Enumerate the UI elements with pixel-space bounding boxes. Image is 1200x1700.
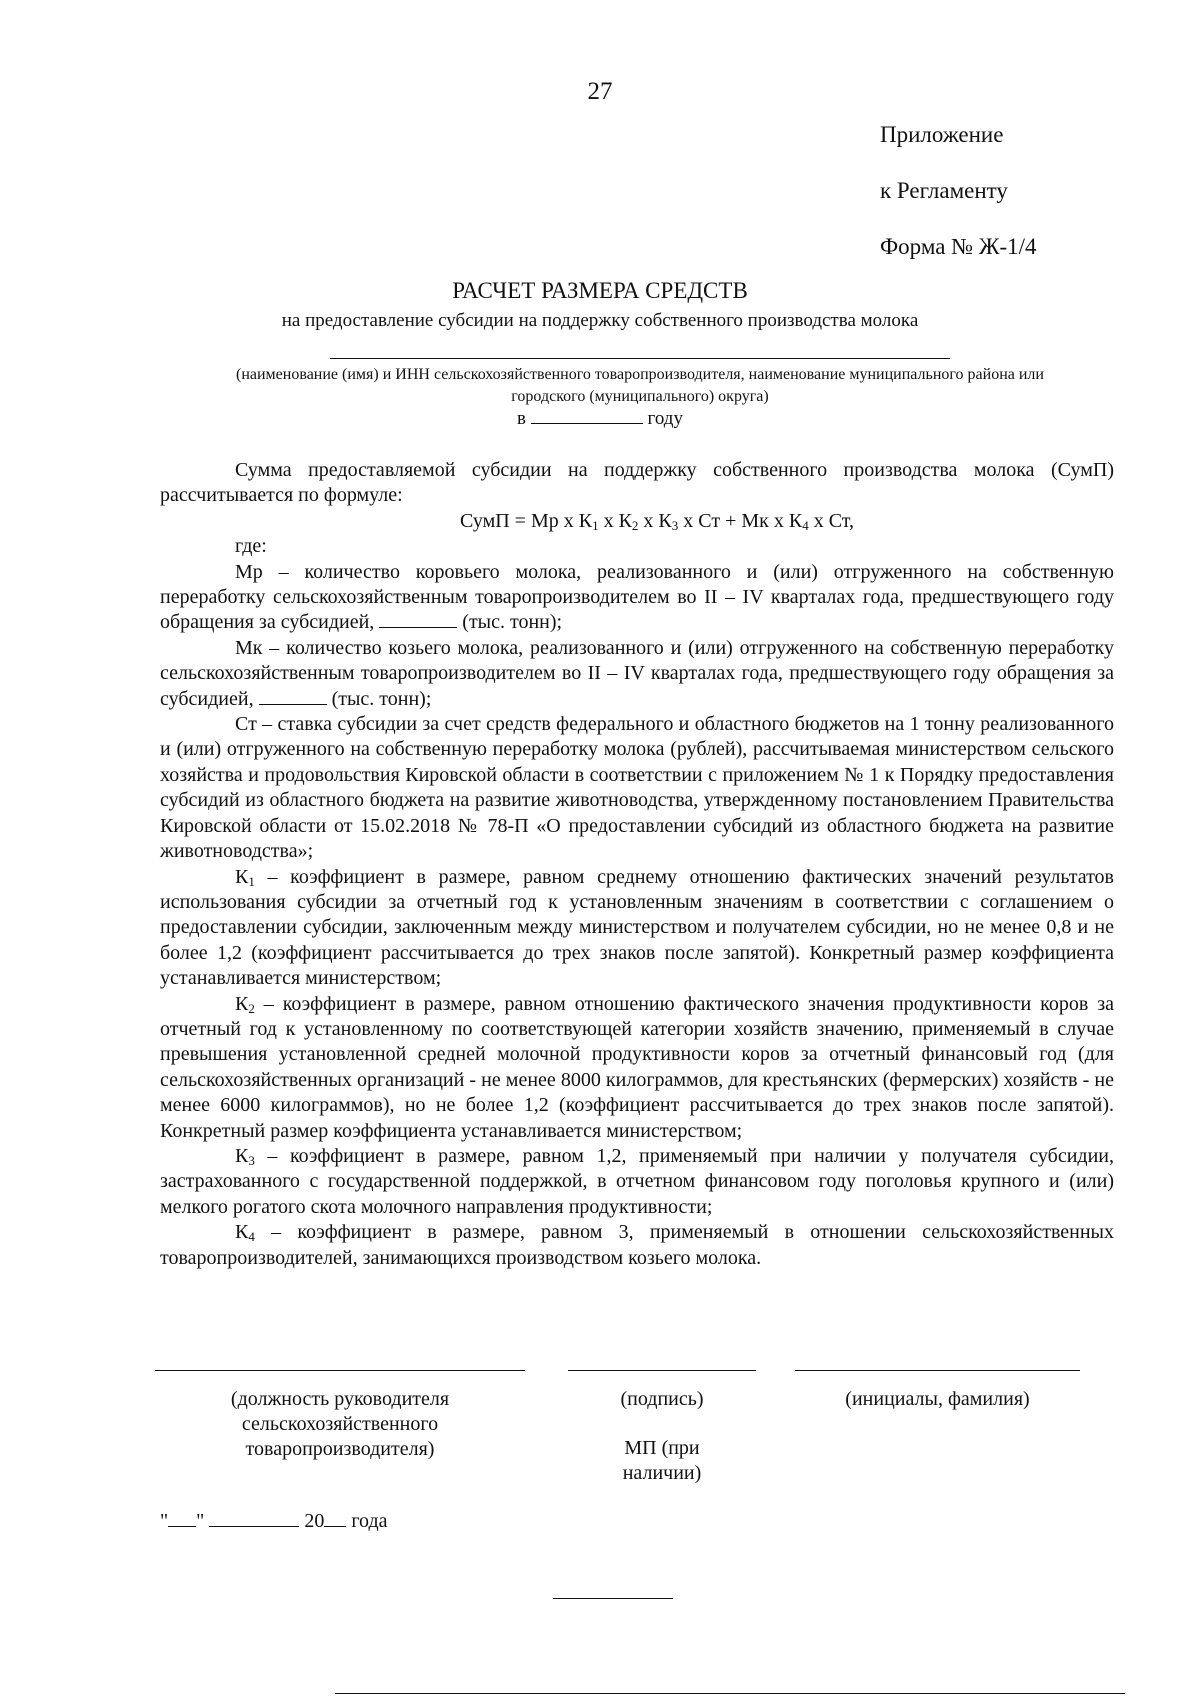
k4-subscript: 4 — [248, 1229, 255, 1245]
intro-paragraph: Сумма предоставляемой субсидии на поддержку собственного производства молока (СумП) рассчитывается по формуле: — [160, 459, 1114, 507]
definition-mk-unit: (тыс. тонн); — [331, 687, 432, 710]
mr-value-blank[interactable] — [379, 613, 457, 628]
definition-k3 — [160, 1144, 1114, 1220]
recipient-caption — [160, 364, 1120, 408]
stamp-caption-line2: наличии) — [622, 1462, 702, 1484]
k3-letter: К — [235, 1144, 249, 1167]
formula-subscript: 2 — [631, 517, 639, 533]
k3-subscript: 3 — [248, 1152, 255, 1168]
document-subtitle: на предоставление субсидии на поддержку собственного производства молока — [281, 310, 919, 331]
document-body — [160, 458, 1114, 1271]
month-blank[interactable] — [209, 1512, 299, 1527]
page-number: 27 — [587, 78, 613, 105]
definition-k2 — [160, 992, 1114, 1144]
position-caption-line2: сельскохозяйственного — [241, 1413, 439, 1435]
position-caption-line1: (должность руководителя — [230, 1388, 450, 1410]
document-title: РАСЧЕТ РАЗМЕРА СРЕДСТВ — [452, 278, 748, 303]
definition-mr — [160, 560, 1114, 636]
form-number: Форма № Ж-1/4 — [880, 234, 1037, 259]
definition-mr-text: Мр – количество коровьего молока, реализованного и (или) отгруженного на собственную переработку сельскохозяйственным товаропроизводителем во II – IV кварталах года, предшествующего году обращения за субсидией, — [160, 560, 1114, 634]
definition-k1 — [160, 865, 1114, 992]
bottom-separator — [553, 1598, 673, 1599]
formula-subscript: 4 — [802, 517, 809, 533]
footer-rule — [335, 1693, 1125, 1694]
recipient-caption-line1: (наименование (имя) и ИНН сельскохозяйственного товаропроизводителя, наименование муниципального района или — [236, 366, 1044, 383]
k4-letter: К — [235, 1221, 249, 1244]
appendix-label: Приложение — [880, 122, 1004, 147]
formula-part: х Ст, — [808, 509, 855, 532]
recipient-name-line[interactable] — [330, 358, 950, 359]
regulation-label: к Регламенту — [880, 178, 1008, 203]
year-line — [0, 408, 1200, 430]
definition-k4-text: – коэффициент в размере, равном 3, применяемый в отношении сельскохозяйственных товаропроизводителей, занимающихся производством козьего молока. — [160, 1221, 1114, 1269]
definition-mr-unit: (тыс. тонн); — [462, 611, 563, 634]
name-caption-text: (инициалы, фамилия) — [845, 1388, 1030, 1410]
formula-part: СумП = Мр х К — [459, 509, 593, 532]
signature-caption-text: (подпись) — [620, 1388, 704, 1410]
k2-subscript: 2 — [248, 1000, 255, 1016]
stamp-caption-line1: МП (при — [624, 1437, 700, 1459]
subsidy-formula — [160, 509, 1114, 534]
definition-mk — [160, 636, 1114, 712]
formula-part: х К — [598, 509, 632, 532]
recipient-caption-line2: городского (муниципального) округа) — [511, 388, 769, 405]
formula-part: х Ст + Мк х К — [678, 509, 803, 532]
definition-mk-text: Мк – количество козьего молока, реализованного и (или) отгруженного на собственную переработку сельскохозяйственным товаропроизводителем во II – IV кварталах года, предшествующего году обращения за субсидией, — [160, 636, 1114, 710]
year-digits-blank[interactable] — [324, 1512, 346, 1527]
definition-k1-text: – коэффициент в размере, равном среднему отношению фактических значений результатов использования субсидии за отчетный год к установленным значениям в соответствии с соглашением о предоставлении субсидии, заключенным между министерством и получателем субсидии, но не менее 0,8 и не более 1,2 (коэффициент рассчитывается до трех знаков после запятой). Конкретный размер коэффициента устанавливается министерством; — [160, 865, 1114, 990]
formula-subscript: 3 — [671, 517, 679, 533]
formula-subscript: 1 — [592, 517, 599, 533]
date-year-prefix: 20 — [304, 1510, 325, 1532]
position-line[interactable] — [155, 1370, 525, 1371]
definition-st: Ст – ставка субсидии за счет средств федерального и областного бюджетов на 1 тонну реализованного и (или) отгруженного на собственную переработку молока (рублей), рассчитываемая министерством сельского хозяйства и продовольствия Кировской области в соответствии с приложением № 1 к Порядку предоставления субсидий из областного бюджета на развитие животноводства, утвержденному постановлением Правительства Кировской области от 15.02.2018 № 78-П «О предоставлении субсидий из областного бюджета на развитие животноводства»; — [160, 713, 1114, 863]
where-label: где: — [235, 535, 267, 558]
k1-letter: К — [235, 865, 249, 888]
k2-letter: К — [235, 992, 249, 1015]
mk-value-blank[interactable] — [259, 690, 327, 705]
year-blank[interactable] — [531, 409, 643, 424]
signature-caption — [568, 1387, 756, 1412]
year-prefix: в — [517, 408, 527, 429]
name-line[interactable] — [795, 1370, 1080, 1371]
signature-line[interactable] — [568, 1370, 756, 1371]
date-year-suffix: года — [351, 1510, 388, 1532]
year-suffix: году — [647, 408, 683, 429]
name-caption — [795, 1387, 1080, 1412]
formula-part: х К — [638, 509, 672, 532]
date-quote-close: " — [196, 1510, 205, 1532]
position-caption — [155, 1387, 525, 1462]
definition-k4 — [160, 1220, 1114, 1271]
date-quote-open: " — [160, 1510, 169, 1532]
definition-k3-text: – коэффициент в размере, равном 1,2, применяемый при наличии у получателя субсидии, застрахованного с государственной поддержкой, в отчетном финансовом году поголовья крупного и (или) мелкого рогатого скота молочного направления продуктивности; — [160, 1144, 1114, 1218]
definition-k2-text: – коэффициент в размере, равном отношению фактического значения продуктивности коров за отчетный год к установленному по соответствующей категории хозяйств значению, применяемый в случае превышения установленной средней молочной продуктивности коров за отчетный финансовый год (для сельскохозяйственных организаций - не менее 8000 килограммов, для крестьянских (фермерских) хозяйств - не менее 6000 килограммов), но не более 1,2 (коэффициент рассчитывается до трех знаков после запятой). Конкретный размер коэффициента устанавливается министерством; — [160, 992, 1114, 1142]
day-blank[interactable] — [168, 1512, 196, 1527]
date-line — [160, 1510, 388, 1533]
stamp-caption — [568, 1436, 756, 1486]
k1-subscript: 1 — [248, 873, 255, 889]
position-caption-line3: товаропроизводителя) — [245, 1438, 435, 1460]
